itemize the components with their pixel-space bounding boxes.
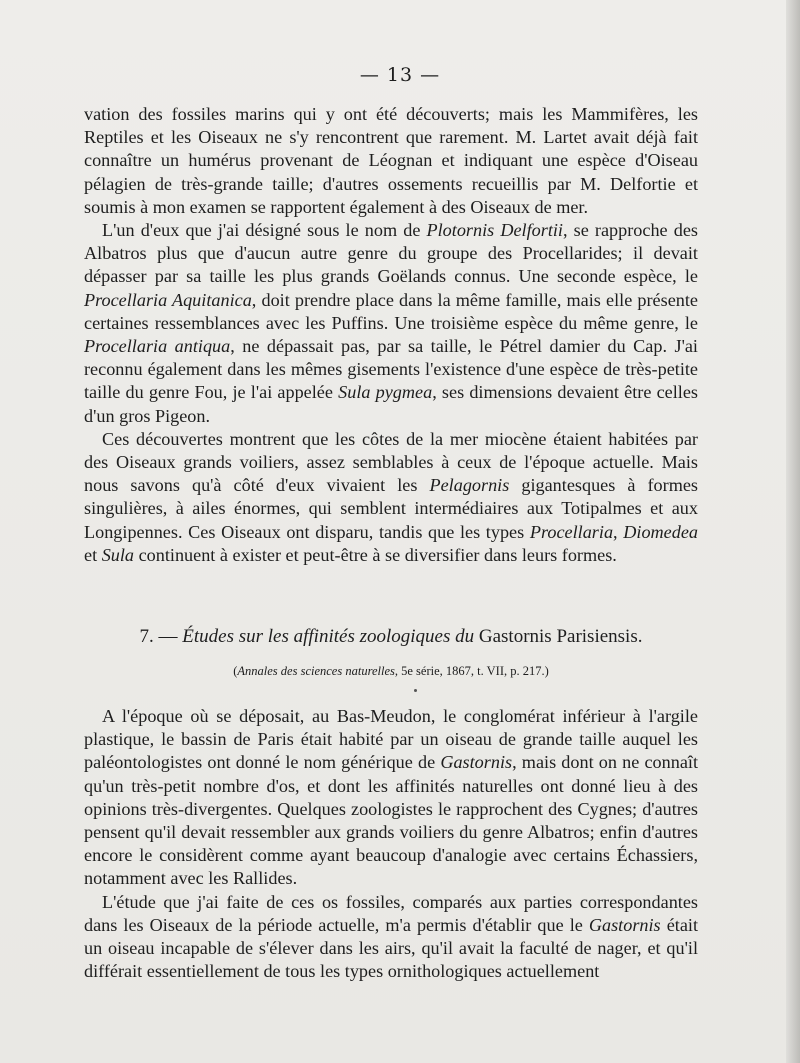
text-block-upper bbox=[84, 103, 698, 567]
taxon-diomedea: Diomedea bbox=[623, 521, 698, 542]
section-heading: 7. — Études sur les affinités zoologiques du Gastornis Parisiensis. bbox=[139, 626, 643, 647]
taxon-gastornis-2: Gastornis bbox=[588, 914, 661, 935]
paragraph-4: A l'époque où se déposait, au Bas-Meudon, le conglomérat inférieur à l'argile plastique, le bassin de Paris était habité par un oiseau de grande taille auquel les paléontologistes ont donné le nom générique de Gastornis, mais dont on ne connaît qu'un très-petit nombre d'os, et dont les affinités naturelles ont donné lieu à des opinions très-divergentes. Quelques zoologistes le rapprochent des Cygnes; d'autres pensent qu'il devait ressembler aux grands voiliers du genre Albatros; enfin d'autres encore le considèrent comme ayant beaucoup d'analogie avec certains Échassiers, notamment avec les Rallides. bbox=[84, 706, 698, 889]
taxon-procellaria-aquitanica: Procellaria Aquitanica bbox=[84, 289, 252, 310]
taxon-pelagornis: Pelagornis bbox=[429, 475, 510, 496]
taxon-plotornis: Plotornis Delfortii bbox=[426, 220, 563, 241]
paragraph-5: L'étude que j'ai faite de ces os fossiles, comparés aux parties correspondantes dans les Oiseaux de la période actuelle, m'a permis d'établir que le Gastornis était un oiseau incapable de s'élever dans les airs, qu'il avait la faculté de nager, et qu'il différait essentiellement de tous les types ornithologiques actuellement bbox=[84, 891, 698, 982]
page-number: — 13 — bbox=[359, 64, 441, 86]
paragraph-2: L'un d'eux que j'ai désigné sous le nom de Plotornis Delfortii, se rapproche des Albatros plus que d'aucun autre genre du groupe des Procellarides; il devait dépasser par sa taille les plus grands Goëlands connus. Une seconde espèce, le Procellaria Aquitanica, doit prendre place dans la même famille, mais elle présente certaines ressemblances avec les Puffins. Une troisième espèce du même genre, le Procellaria antiqua, ne dépassait pas, par sa taille, le Pétrel damier du Cap. J'ai reconnu également dans les mêmes gisements l'existence d'une espèce de très-petite taille du genre Fou, je l'ai appelée Sula pygmea, ses dimensions devaient être celles d'un gros Pigeon. bbox=[84, 220, 698, 426]
paragraph-3: Ces découvertes montrent que les côtes de la mer miocène étaient habitées par des Oiseaux grands voiliers, assez semblables à ceux de l'époque actuelle. Mais nous savons qu'à côté d'eux vivaient les Pelagornis gigantesques à formes singulières, à ailes énormes, qui semblent intermédiaires aux Totipalmes et aux Longipennes. Ces Oiseaux ont disparu, tandis que les types Procellaria, Diomedea et Sula continuent à exister et peut-être à se diversifier dans leurs formes. bbox=[84, 428, 698, 565]
taxon-sula-pygmea: Sula pygmea bbox=[338, 382, 433, 403]
section-citation: (Annales des sciences naturelles, 5e série, 1867, t. VII, p. 217.) bbox=[233, 664, 549, 678]
paragraph-1: vation des fossiles marins qui y ont été découverts; mais les Mammifères, les Reptiles et les Oiseaux ne s'y rencontrent que rarement. M. Lartet avait déjà fait connaître un humérus provenant de Léognan et indiquant une espèce d'Oiseau pélagien de très-grande taille; d'autres ossements recueillis par M. Delfortie et soumis à mon examen se rapportent également à des Oiseaux de mer. bbox=[84, 104, 698, 217]
taxon-procellaria: Procellaria bbox=[529, 521, 614, 542]
taxon-procellaria-antiqua: Procellaria antiqua bbox=[84, 336, 231, 357]
taxon-sula: Sula bbox=[101, 544, 135, 565]
text-block-lower bbox=[84, 705, 698, 983]
page-spine-shadow bbox=[786, 0, 800, 1063]
taxon-gastornis: Gastornis bbox=[440, 752, 513, 773]
ink-dot bbox=[414, 689, 417, 692]
